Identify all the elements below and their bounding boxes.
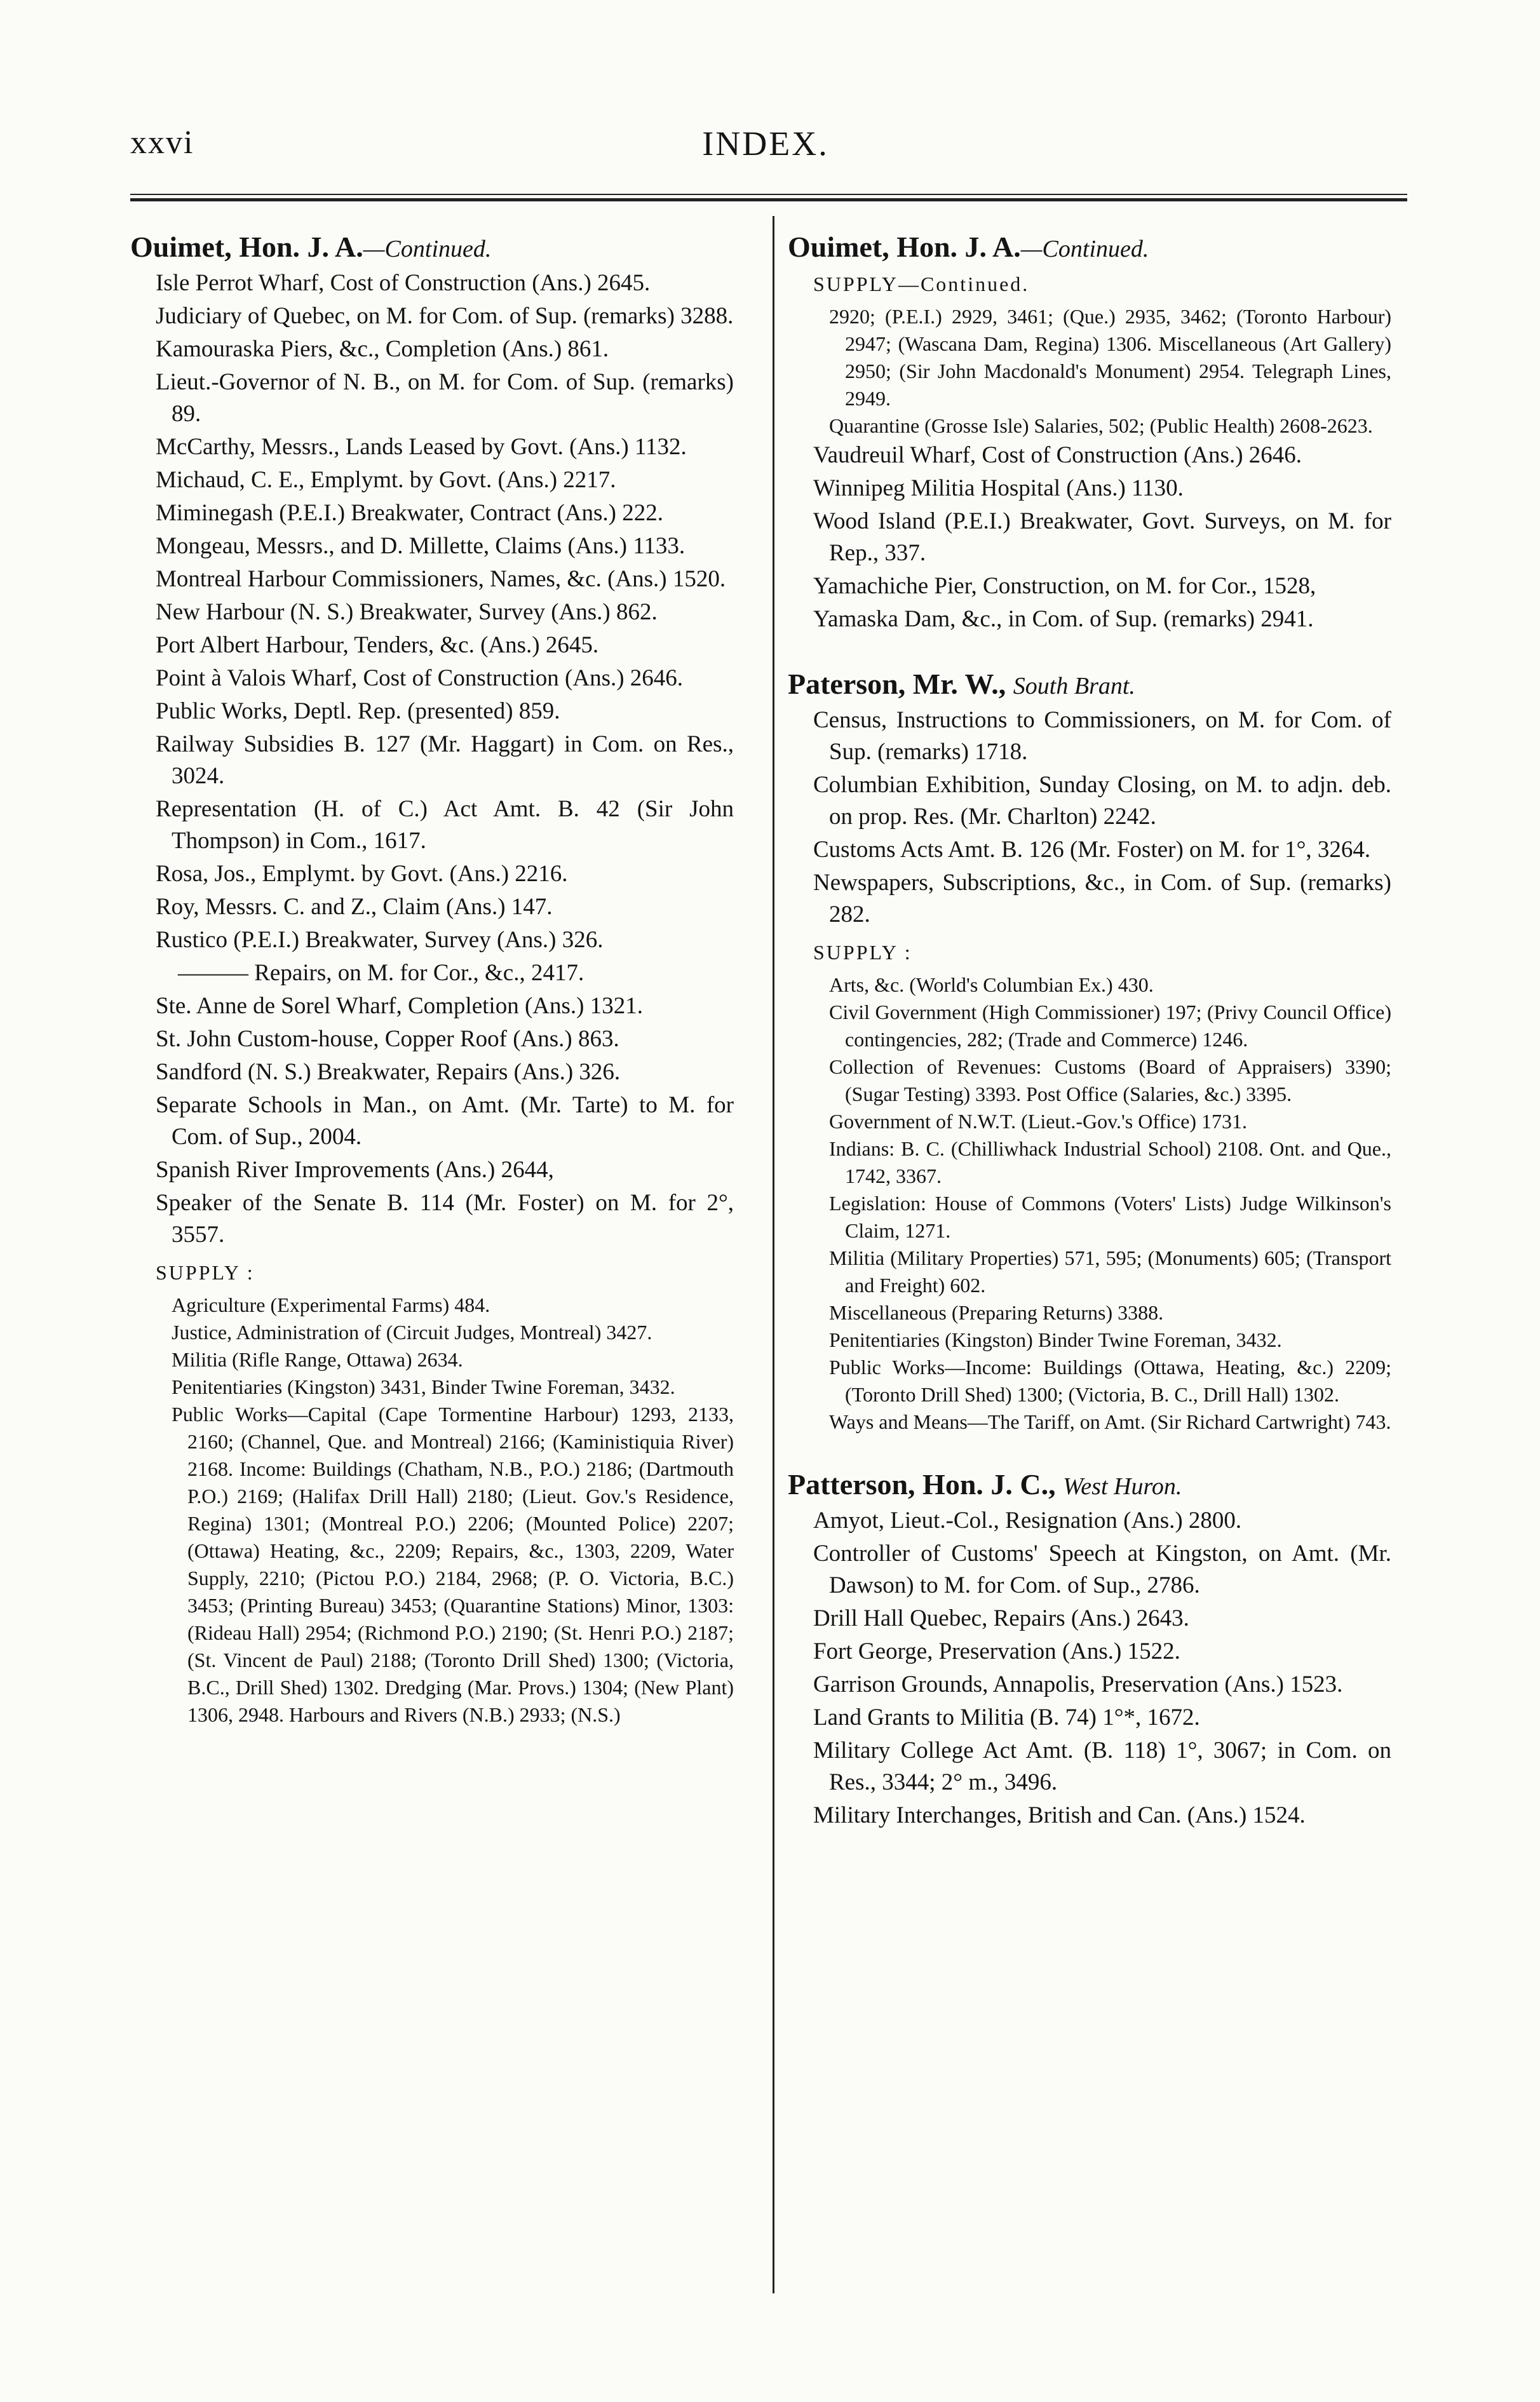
index-entry: Sandford (N. S.) Breakwater, Repairs (Ans.) 326. [156, 1059, 621, 1085]
supply-list [788, 971, 1391, 1436]
index-entry: Rustico (P.E.I.) Breakwater, Survey (Ans.) 326. [156, 927, 604, 953]
heading-riding: West Huron. [1063, 1473, 1182, 1500]
column-divider [773, 216, 774, 2293]
supply-item: Militia (Military Properties) 571, 595; (Monuments) 605; (Transport and Freight) 602. [829, 1246, 1391, 1297]
index-heading [788, 666, 1391, 705]
index-entry: Kamouraska Piers, &c., Completion (Ans.) 861. [156, 336, 609, 362]
supply-label: SUPPLY : [813, 941, 912, 964]
index-entry: Port Albert Harbour, Tenders, &c. (Ans.) 2645. [156, 632, 599, 658]
supply-item: Justice, Administration of (Circuit Judges, Montreal) 3427. [172, 1321, 652, 1344]
entry-list [788, 440, 1391, 635]
index-entry: Public Works, Deptl. Rep. (presented) 859. [156, 698, 560, 724]
index-entry: Ste. Anne de Sorel Wharf, Completion (Ans.) 1321. [156, 993, 643, 1019]
index-subentry: ——— Repairs, on M. for Cor., &c., 2417. [178, 960, 584, 986]
left-column [130, 229, 734, 1729]
heading-continued: —Continued. [1020, 236, 1149, 262]
page-header [130, 124, 1401, 181]
supply-item: Quarantine (Grosse Isle) Salaries, 502; (Public Health) 2608-2623. [829, 414, 1373, 437]
index-entry: Judiciary of Quebec, on M. for Com. of Sup. (remarks) 3288. [156, 303, 734, 329]
index-entry: Amyot, Lieut.-Col., Resignation (Ans.) 2800. [813, 1508, 1242, 1534]
index-heading [130, 229, 734, 267]
index-entry: Fort George, Preservation (Ans.) 1522. [813, 1638, 1180, 1664]
header-rule-thick [130, 198, 1407, 201]
index-entry: Customs Acts Amt. B. 126 (Mr. Foster) on M. for 1°, 3264. [813, 837, 1371, 863]
supply-item: Miscellaneous (Preparing Returns) 3388. [829, 1301, 1164, 1324]
supply-list [130, 1292, 734, 1729]
supply-label: SUPPLY : [156, 1261, 255, 1284]
index-entry: Representation (H. of C.) Act Amt. B. 42 (Sir John Thompson) in Com., 1617. [156, 796, 734, 854]
supply-item: Agriculture (Experimental Farms) 484. [172, 1293, 490, 1316]
index-heading [788, 1466, 1391, 1505]
index-entry: Speaker of the Senate B. 114 (Mr. Foster) on M. for 2°, 3557. [156, 1190, 734, 1248]
index-entry: Controller of Customs' Speech at Kingston, on Amt. (Mr. Dawson) to M. for Com. of Sup., 2786. [813, 1541, 1391, 1598]
supply-list [788, 303, 1391, 440]
index-entry: Land Grants to Militia (B. 74) 1°*, 1672. [813, 1704, 1200, 1731]
heading-riding: South Brant. [1013, 673, 1135, 699]
index-entry: Mongeau, Messrs., and D. Millette, Claims (Ans.) 1133. [156, 533, 686, 559]
heading-name: Patterson, Hon. J. C., [788, 1468, 1056, 1501]
supply-item: Civil Government (High Commissioner) 197; (Privy Council Office) contingencies, 282; (Trade and Commerce) 1246. [829, 1001, 1391, 1051]
supply-item: Indians: B. C. (Chilliwhack Industrial School) 2108. Ont. and Que., 1742, 3367. [829, 1137, 1391, 1187]
index-entry: St. John Custom-house, Copper Roof (Ans.) 863. [156, 1026, 619, 1052]
index-entry: Separate Schools in Man., on Amt. (Mr. Tarte) to M. for Com. of Sup., 2004. [156, 1092, 734, 1150]
index-entry: Newspapers, Subscriptions, &c., in Com. of Sup. (remarks) 282. [813, 870, 1391, 928]
index-entry: Yamaska Dam, &c., in Com. of Sup. (remarks) 2941. [813, 606, 1314, 632]
index-entry: Census, Instructions to Commissioners, on M. for Com. of Sup. (remarks) 1718. [813, 707, 1391, 765]
index-entry: Yamachiche Pier, Construction, on M. for Cor., 1528, [813, 573, 1316, 599]
index-entry: Miminegash (P.E.I.) Breakwater, Contract (Ans.) 222. [156, 500, 663, 526]
supply-item: Penitentiaries (Kingston) 3431, Binder Twine Foreman, 3432. [172, 1375, 675, 1398]
index-entry: Winnipeg Militia Hospital (Ans.) 1130. [813, 475, 1184, 501]
supply-continued-label: SUPPLY—Continued. [813, 273, 1030, 295]
index-entry: Railway Subsidies B. 127 (Mr. Haggart) in Com. on Res., 3024. [156, 731, 734, 789]
supply-item: Penitentiaries (Kingston) Binder Twine Foreman, 3432. [829, 1328, 1282, 1351]
index-entry: Isle Perrot Wharf, Cost of Construction (Ans.) 2645. [156, 270, 651, 296]
index-entry: Montreal Harbour Commissioners, Names, &c. (Ans.) 1520. [156, 566, 726, 592]
index-entry: Vaudreuil Wharf, Cost of Construction (Ans.) 2646. [813, 442, 1302, 468]
index-entry: McCarthy, Messrs., Lands Leased by Govt. (Ans.) 1132. [156, 434, 687, 460]
index-entry: New Harbour (N. S.) Breakwater, Survey (Ans.) 862. [156, 599, 658, 625]
right-column [788, 229, 1391, 1833]
entry-list [788, 705, 1391, 931]
index-entry: Drill Hall Quebec, Repairs (Ans.) 2643. [813, 1605, 1189, 1631]
supply-item: Public Works—Capital (Cape Tormentine Harbour) 1293, 2133, 2160; (Channel, Que. and Montreal) 2166; (Kaministiquia River) 2168. Income: Buildings (Chatham, N.B., P.O.) 2186; (Dartmouth P.O.) 2169; (Halifax Drill Hall) 2180; (Lieut. Gov.'s Residence, Regina) 1301; (Montreal P.O.) 2206; (Mounted Police) 2207; (Ottawa) Heating, &c., 2209; Repairs, &c., 1303, 2209, Water Supply, 2210; (Pictou P.O.) 2184, 2968; (P. O. Victoria, B.C.) 3453; (Printing Bureau) 3453; (Quarantine Stations) Minor, 1303: (Rideau Hall) 2954; (Richmond P.O.) 2190; (St. Henri P.O.) 2187; (St. Vincent de Paul) 2188; (Toronto Drill Shed) 1300; (Victoria, B.C., Drill Shed) 1302. Dredging (Mar. Provs.) 1304; (New Plant) 1306, 2948. Harbours and Rivers (N.B.) 2933; (N.S.) [172, 1403, 734, 1726]
index-entry: Military College Act Amt. (B. 118) 1°, 3067; in Com. on Res., 3344; 2° m., 3496. [813, 1737, 1391, 1795]
index-entry: Garrison Grounds, Annapolis, Preservation (Ans.) 1523. [813, 1671, 1343, 1697]
entry-list [788, 1505, 1391, 1832]
heading-continued: —Continued. [363, 236, 492, 262]
heading-name: Ouimet, Hon. J. A. [130, 231, 363, 263]
supply-item: Collection of Revenues: Customs (Board of Appraisers) 3390; (Sugar Testing) 3393. Post Office (Salaries, &c.) 3395. [829, 1055, 1391, 1105]
index-entry: Point à Valois Wharf, Cost of Construction (Ans.) 2646. [156, 665, 684, 691]
header-rule-thin [130, 194, 1407, 195]
index-entry: Lieut.-Governor of N. B., on M. for Com. of Sup. (remarks) 89. [156, 369, 734, 427]
page-title: INDEX. [702, 125, 829, 163]
heading-name: Paterson, Mr. W., [788, 668, 1006, 700]
supply-item: Public Works—Income: Buildings (Ottawa, Heating, &c.) 2209; (Toronto Drill Shed) 1300; (Victoria, B. C., Drill Hall) 1302. [829, 1356, 1391, 1406]
page-number: xxvi [130, 125, 194, 161]
supply-item: Legislation: House of Commons (Voters' Lists) Judge Wilkinson's Claim, 1271. [829, 1192, 1391, 1242]
index-entry: Spanish River Improvements (Ans.) 2644, [156, 1157, 554, 1183]
heading-name: Ouimet, Hon. J. A. [788, 231, 1021, 263]
entry-list [130, 267, 734, 1251]
index-entry: Rosa, Jos., Emplymt. by Govt. (Ans.) 2216. [156, 861, 568, 887]
index-heading [788, 229, 1391, 267]
index-entry: Military Interchanges, British and Can. (Ans.) 1524. [813, 1802, 1306, 1828]
supply-item: Arts, &c. (World's Columbian Ex.) 430. [829, 973, 1154, 996]
index-entry: Wood Island (P.E.I.) Breakwater, Govt. Surveys, on M. for Rep., 337. [813, 508, 1391, 566]
supply-item: Ways and Means—The Tariff, on Amt. (Sir Richard Cartwright) 743. [829, 1410, 1391, 1433]
supply-item: Government of N.W.T. (Lieut.-Gov.'s Office) 1731. [829, 1110, 1248, 1133]
index-entry: Roy, Messrs. C. and Z., Claim (Ans.) 147. [156, 894, 553, 920]
supply-item: 2920; (P.E.I.) 2929, 3461; (Que.) 2935, 3462; (Toronto Harbour) 2947; (Wascana Dam, Regina) 1306. Miscellaneous (Art Gallery) 2950; (Sir John Macdonald's Monument) 2954. Telegraph Lines, 2949. [829, 305, 1391, 410]
index-entry: Michaud, C. E., Emplymt. by Govt. (Ans.) 2217. [156, 467, 616, 493]
index-entry: Columbian Exhibition, Sunday Closing, on M. to adjn. deb. on prop. Res. (Mr. Charlton) 2242. [813, 772, 1391, 830]
supply-item: Militia (Rifle Range, Ottawa) 2634. [172, 1348, 463, 1371]
